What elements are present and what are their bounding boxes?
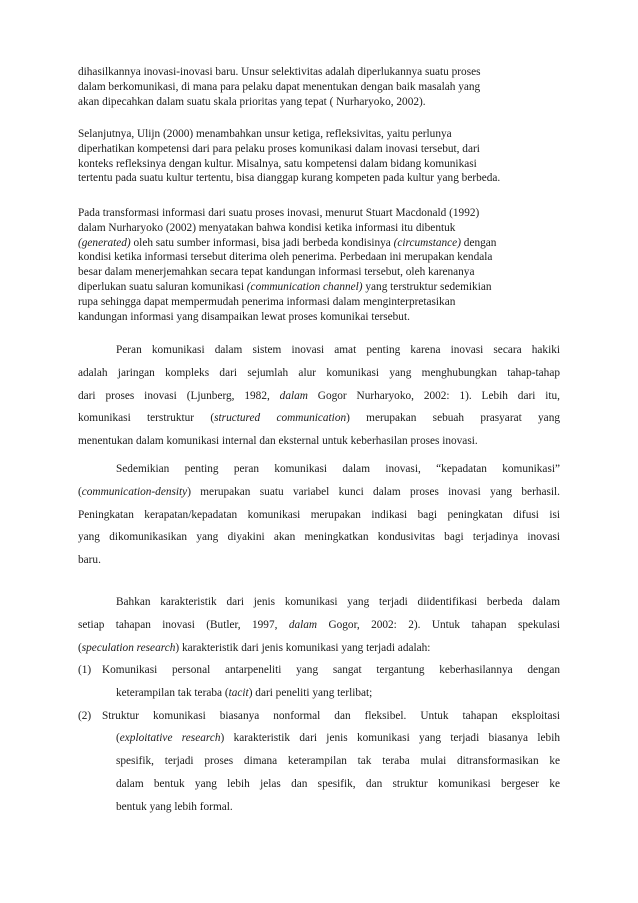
italic-term: speculation research <box>81 641 176 654</box>
list-number: (1) <box>78 664 92 676</box>
list-number: (2) <box>78 709 92 722</box>
italic-term: dalam <box>279 389 308 402</box>
text-line: Sedemikian penting peran komunikasi dalam inovasi, “kepadatan komunikasi” <box>116 463 560 475</box>
text-line: rupa sehingga dapat mempermudah penerima informasi dalam menginterpretasikan <box>78 295 456 308</box>
italic-term: structured communication <box>214 412 347 425</box>
paragraph-1 <box>78 65 560 109</box>
italic-term: (circumstance) <box>393 236 461 249</box>
italic-term: (communication channel) <box>246 280 363 293</box>
paragraph-6 <box>78 591 560 659</box>
text-line: baru. <box>78 554 101 567</box>
italic-term: tacit <box>228 686 249 699</box>
text-line: Struktur komunikasi biasanya nonformal dan fleksibel. Untuk tahapan eksploitasi <box>102 709 560 722</box>
text-line: komunikasi terstruktur (structured communication) merupakan sebuah prasyarat yang <box>78 412 560 425</box>
text-line: konteks refleksinya dengan kultur. Misalnya, satu kompetensi dalam bidang komunikasi <box>78 157 477 170</box>
text-line: menentukan dalam komunikasi internal dan eksternal untuk keberhasilan proses inovasi. <box>78 435 478 448</box>
text-line: spesifik, terjadi proses dimana keterampilan tak teraba mulai ditransformasikan ke <box>116 755 560 768</box>
paragraph-5 <box>78 458 560 572</box>
text-line: kandungan informasi yang disampaikan lewat proses komunikai tersebut. <box>78 310 410 323</box>
text-line: diperlukan suatu saluran komunikasi (communication channel) yang terstruktur sedemikian <box>78 280 492 293</box>
text-line: Bahkan karakteristik dari jenis komunikasi yang terjadi diidentifikasi berbeda dalam <box>116 596 560 608</box>
text-line: dalam berkomunikasi, di mana para pelaku dapat menentukan dengan baik masalah yang <box>78 80 481 93</box>
text-line: adalah jaringan kompleks dari sejumlah alur komunikasi yang menghubungkan tahap-tahap <box>78 366 560 379</box>
text-line: akan dipecahkan dalam suatu skala prioritas yang tepat ( Nurharyoko, 2002). <box>78 95 426 108</box>
text-line: dalam bentuk yang lebih jelas dan spesifik, dan struktur komunikasi bergeser ke <box>116 777 560 790</box>
text-line: yang dikomunikasikan yang diyakini akan meningkatkan kondusivitas bagi terjadinya inovasi <box>78 531 560 544</box>
italic-term: (generated) <box>78 236 131 249</box>
italic-term: communication-density <box>81 485 188 498</box>
text-line: tertentu pada suatu kultur tertentu, bisa dianggap kurang kompeten pada kultur yang berbeda. <box>78 172 501 185</box>
text-line: besar dalam menerjemahkan secara tepat kandungan informasi tersebut, oleh karenanya <box>78 266 475 279</box>
text-line: bentuk yang lebih formal. <box>116 800 233 813</box>
text-line: dihasilkannya inovasi-inovasi baru. Unsur selektivitas adalah diperlukannya suatu proses <box>78 66 481 78</box>
text-line: (communication-density) merupakan suatu variabel kunci dalam proses inovasi yang berhasil. <box>78 485 560 498</box>
text-line: (exploitative research) karakteristik dari jenis komunikasi yang terjadi biasanya lebih <box>116 732 560 745</box>
list-item <box>78 705 560 819</box>
text-line: Pada transformasi informasi dari suatu proses inovasi, menurut Stuart Macdonald (1992) <box>78 207 480 219</box>
text-line: Peran komunikasi dalam sistem inovasi amat penting karena inovasi secara hakiki <box>116 344 560 356</box>
text-line: (generated) oleh satu sumber informasi, bisa jadi berbeda kondisinya (circumstance) dengan <box>78 236 497 249</box>
text-line: Komunikasi personal antarpeneliti yang sangat tergantung keberhasilannya dengan <box>102 664 560 676</box>
numbered-list <box>78 659 560 819</box>
text-line: kondisi ketika informasi tersebut diterima oleh penerima. Perbedaan ini merupakan kendala <box>78 251 493 264</box>
text-line: dalam Nurharyoko (2002) menyatakan bahwa kondisi ketika informasi itu dibentuk <box>78 221 456 234</box>
paragraph-2 <box>78 127 560 186</box>
text-line: Peningkatan kerapatan/kepadatan komunikasi merupakan indikasi bagi peningkatan difusi isi <box>78 508 560 521</box>
text-line: keterampilan tak teraba (tacit) dari peneliti yang terlibat; <box>116 686 373 699</box>
list-item <box>78 659 560 705</box>
text-line: setiap tahapan inovasi (Butler, 1997, dalam Gogor, 2002: 2). Untuk tahapan spekulasi <box>78 618 560 631</box>
text-line: Selanjutnya, Ulijn (2000) menambahkan unsur ketiga, refleksivitas, yaitu perlunya <box>78 128 452 140</box>
text-line: (speculation research) karakteristik dari jenis komunikasi yang terjadi adalah: <box>78 641 431 654</box>
italic-term: dalam <box>288 618 318 631</box>
paragraph-3 <box>78 206 560 324</box>
paragraph-4 <box>78 339 560 453</box>
italic-term: exploitative research <box>119 732 221 745</box>
text-line: diperhatikan kompetensi dari para pelaku proses komunikasi dalam inovasi tersebut, dari <box>78 142 480 155</box>
text-line: dari proses inovasi (Ljunberg, 1982, dalam Gogor Nurharyoko, 2002: 1). Lebih dari itu, <box>78 389 560 402</box>
